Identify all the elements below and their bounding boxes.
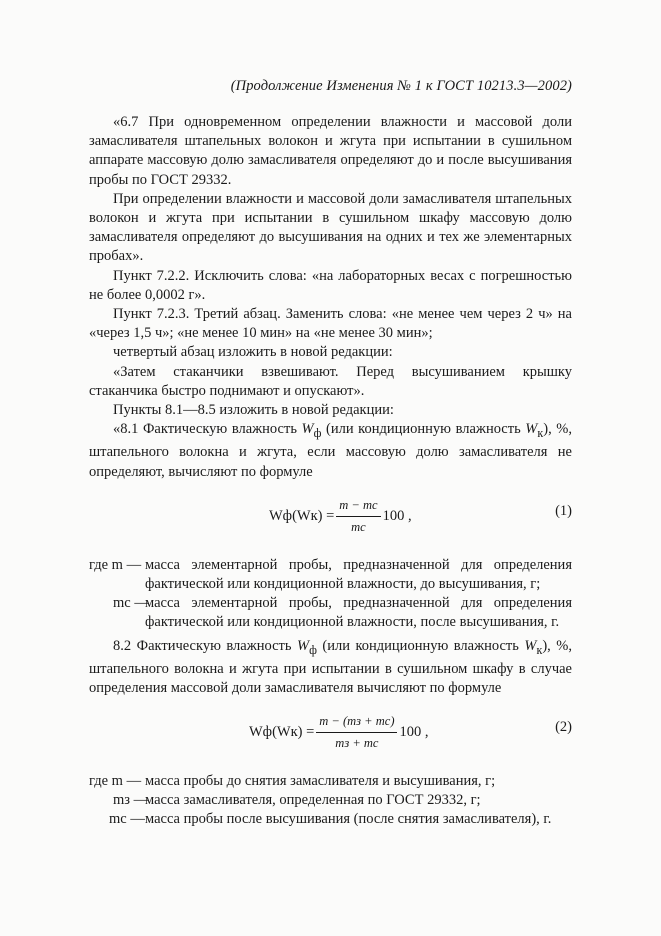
formula-1-denominator: mс: [351, 519, 366, 534]
formula-2-fraction: [316, 712, 397, 753]
formula-2-factor: 100 ,: [399, 724, 429, 741]
formula-2-numerator: m − (mз + mс): [316, 712, 397, 733]
definition-item: mс — масса элементарной пробы, предназначенной для определения фактической или кондиционной влажности, после высушивания, г.: [113, 595, 572, 631]
paragraph-8-1-8-5: Пункты 8.1—8.5 изложить в новой редакции:: [113, 402, 394, 419]
formula-2-lhs: Wф(Wк) =: [249, 724, 315, 741]
formula-1-fraction: [336, 496, 380, 537]
definition-item: mз — масса замасливателя, определенная по ГОСТ 29332, г;: [113, 792, 481, 809]
formula-1-lhs: Wф(Wк) =: [269, 507, 335, 524]
paragraph-6-7: «6.7 При одновременном определении влажности и массовой доли замасливателя штапельных волокон и жгута при испытании в сушильном аппарате массовую долю замасливателя определяют до и после высушивания пробы по ГОСТ 29332.: [89, 114, 572, 188]
paragraph-8-2: 8.2 Фактическую влажность $W_ф$ (или кондиционную влажность $W_к$), %, штапельного волокна и жгута при испытании в сушильном шкафу в случае определения массовой доли замасливателя вычисляют по формуле: [89, 637, 572, 696]
formula-2-denominator: mз + mс: [335, 736, 379, 751]
definition-item: где m — масса пробы до снятия замасливателя и высушивания, г;: [89, 773, 496, 790]
formula-1-factor: 100 ,: [382, 507, 412, 524]
document-body: [89, 113, 572, 830]
paragraph-fourth-abzac: четвертый абзац изложить в новой редакции:: [113, 344, 393, 361]
formula-1-number: (1): [555, 502, 572, 519]
formula-1-definitions: [89, 556, 572, 633]
page-header: (Продолжение Изменения № 1 к ГОСТ 10213.3—2002): [230, 78, 572, 94]
paragraph-7-2-3: Пункт 7.2.3. Третий абзац. Заменить слова: «не менее чем через 2 ч» на «через 1,5 ч»; «не менее 10 мин» на «не менее 30 мин»;: [89, 306, 572, 342]
paragraph-8-1: «8.1 Фактическую влажность $W_ф$ (или кондиционную влажность $W_к$), %, штапельного волокна и жгута, если массовую долю замасливателя не определяют, вычисляют по формуле: [89, 421, 572, 480]
formula-2: [89, 706, 572, 762]
formula-2-definitions: [89, 772, 572, 830]
formula-1-numerator: m − mс: [336, 496, 380, 517]
paragraph-7-2-2: Пункт 7.2.2. Исключить слова: «на лабораторных весах с погрешностью не более 0,0002 г».: [89, 267, 572, 303]
definition-item: mс — масса пробы после высушивания (после снятия замасливателя), г.: [109, 811, 552, 828]
formula-1: [89, 490, 572, 546]
paragraph-drying-cabinet: При определении влажности и массовой доли замасливателя штапельных волокон и жгута при испытании в сушильном шкафу массовую долю замасливателя определяют до высушивания на одних и тех же элементарных пробах».: [89, 190, 572, 265]
paragraph-weighing: «Затем стаканчики взвешивают. Перед высушиванием крышку стаканчика быстро поднимают и опускают».: [89, 363, 572, 399]
formula-2-number: (2): [555, 719, 572, 736]
definition-item: где m — масса элементарной пробы, предназначенной для определения фактической или кондиционной влажности, до высушивания, г;: [89, 556, 572, 592]
